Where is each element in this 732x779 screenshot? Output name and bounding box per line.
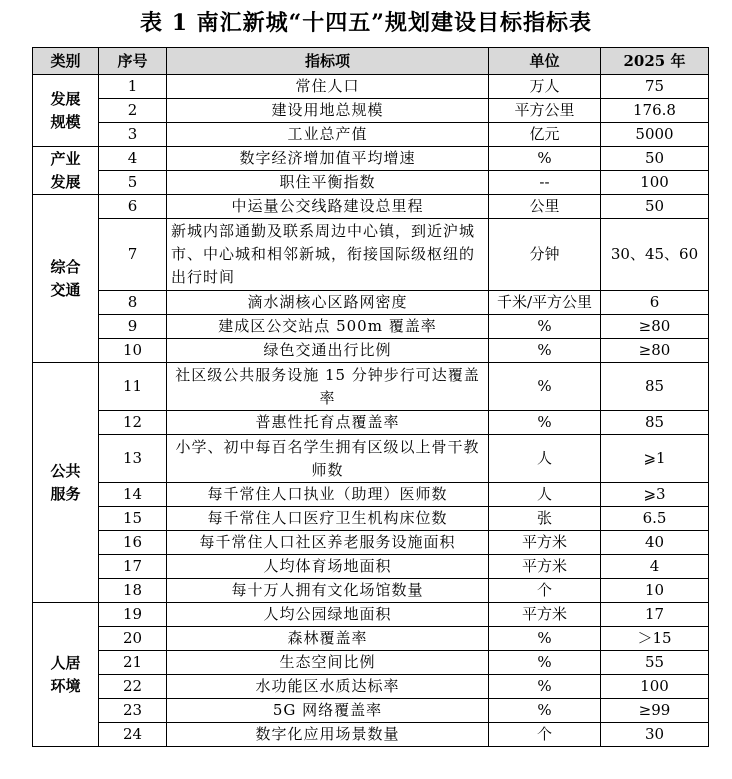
row-value: 40 [601, 531, 709, 555]
table-row [33, 723, 709, 747]
row-unit: % [489, 651, 601, 675]
table-row [33, 627, 709, 651]
row-value: ≥80 [601, 315, 709, 339]
category-cell: 发展 规模 [33, 75, 99, 147]
row-indicator: 数字化应用场景数量 [167, 723, 489, 747]
table-row [33, 75, 709, 99]
row-unit: 千米/平方公里 [489, 291, 601, 315]
row-indicator: 森林覆盖率 [167, 627, 489, 651]
header-number: 序号 [99, 48, 167, 75]
row-unit: 分钟 [489, 219, 601, 291]
row-value: 75 [601, 75, 709, 99]
row-value: 30 [601, 723, 709, 747]
row-number: 21 [99, 651, 167, 675]
row-number: 15 [99, 507, 167, 531]
row-indicator: 职住平衡指数 [167, 171, 489, 195]
row-unit: % [489, 363, 601, 411]
row-indicator: 5G 网络覆盖率 [167, 699, 489, 723]
row-number: 6 [99, 195, 167, 219]
row-value: 176.8 [601, 99, 709, 123]
row-unit: % [489, 147, 601, 171]
row-unit: 人 [489, 435, 601, 483]
row-value: 4 [601, 555, 709, 579]
table-row [33, 339, 709, 363]
row-unit: 张 [489, 507, 601, 531]
table-row [33, 579, 709, 603]
row-unit: 亿元 [489, 123, 601, 147]
row-number: 1 [99, 75, 167, 99]
row-value: 100 [601, 675, 709, 699]
row-number: 16 [99, 531, 167, 555]
row-value: 6.5 [601, 507, 709, 531]
table-title: 表 1 南汇新城“十四五”规划建设目标指标表 [140, 10, 592, 36]
table-row [33, 483, 709, 507]
category-cell: 综合 交通 [33, 195, 99, 363]
row-number: 8 [99, 291, 167, 315]
table-row [33, 435, 709, 483]
row-value: 10 [601, 579, 709, 603]
row-indicator: 水功能区水质达标率 [167, 675, 489, 699]
row-indicator: 小学、初中每百名学生拥有区级以上骨干教师数 [167, 435, 489, 483]
row-indicator: 每千常住人口医疗卫生机构床位数 [167, 507, 489, 531]
row-indicator: 绿色交通出行比例 [167, 339, 489, 363]
table-row [33, 219, 709, 291]
row-value: ≥80 [601, 339, 709, 363]
row-number: 2 [99, 99, 167, 123]
row-unit: % [489, 339, 601, 363]
row-unit: % [489, 627, 601, 651]
table-row [33, 507, 709, 531]
row-unit: -- [489, 171, 601, 195]
row-value: 55 [601, 651, 709, 675]
row-unit: % [489, 699, 601, 723]
row-number: 14 [99, 483, 167, 507]
row-unit: 万人 [489, 75, 601, 99]
row-value: ＞15 [601, 627, 709, 651]
row-unit: 平方米 [489, 531, 601, 555]
row-unit: 平方公里 [489, 99, 601, 123]
table-row [33, 699, 709, 723]
row-value: 6 [601, 291, 709, 315]
row-number: 11 [99, 363, 167, 411]
indicator-table [32, 47, 709, 747]
row-number: 7 [99, 219, 167, 291]
row-value: 50 [601, 147, 709, 171]
table-row [33, 603, 709, 627]
category-cell: 人居 环境 [33, 603, 99, 747]
row-indicator: 建设用地总规模 [167, 99, 489, 123]
row-value: ⩾1 [601, 435, 709, 483]
row-unit: % [489, 675, 601, 699]
row-value: ⩾3 [601, 483, 709, 507]
row-number: 9 [99, 315, 167, 339]
row-number: 18 [99, 579, 167, 603]
header-category: 类别 [33, 48, 99, 75]
header-target: 2025 年 [601, 48, 709, 75]
table-row [33, 531, 709, 555]
header-indicator: 指标项 [167, 48, 489, 75]
row-indicator: 数字经济增加值平均增速 [167, 147, 489, 171]
row-number: 19 [99, 603, 167, 627]
row-indicator: 社区级公共服务设施 15 分钟步行可达覆盖率 [167, 363, 489, 411]
row-indicator: 建成区公交站点 500m 覆盖率 [167, 315, 489, 339]
table-row [33, 171, 709, 195]
table-row [33, 123, 709, 147]
table-row [33, 147, 709, 171]
row-indicator: 每千常住人口执业（助理）医师数 [167, 483, 489, 507]
table-row [33, 291, 709, 315]
row-unit: 个 [489, 723, 601, 747]
row-value: 50 [601, 195, 709, 219]
row-number: 3 [99, 123, 167, 147]
row-value: 100 [601, 171, 709, 195]
row-number: 5 [99, 171, 167, 195]
row-value: 5000 [601, 123, 709, 147]
row-indicator: 常住人口 [167, 75, 489, 99]
row-unit: 公里 [489, 195, 601, 219]
row-indicator: 每十万人拥有文化场馆数量 [167, 579, 489, 603]
table-row [33, 411, 709, 435]
row-value: 85 [601, 411, 709, 435]
row-value: 30、45、60 [601, 219, 709, 291]
category-cell: 产业 发展 [33, 147, 99, 195]
row-number: 13 [99, 435, 167, 483]
row-indicator: 人均体育场地面积 [167, 555, 489, 579]
row-unit: 平方米 [489, 603, 601, 627]
table-header-row [33, 48, 709, 75]
row-value: 85 [601, 363, 709, 411]
row-number: 23 [99, 699, 167, 723]
row-unit: % [489, 411, 601, 435]
table-row [33, 363, 709, 411]
row-indicator: 工业总产值 [167, 123, 489, 147]
row-number: 10 [99, 339, 167, 363]
table-row [33, 315, 709, 339]
row-indicator: 每千常住人口社区养老服务设施面积 [167, 531, 489, 555]
category-cell: 公共 服务 [33, 363, 99, 603]
header-unit: 单位 [489, 48, 601, 75]
table-row [33, 195, 709, 219]
row-indicator: 中运量公交线路建设总里程 [167, 195, 489, 219]
row-indicator: 人均公园绿地面积 [167, 603, 489, 627]
table-row [33, 99, 709, 123]
row-unit: % [489, 315, 601, 339]
table-row [33, 555, 709, 579]
table-row [33, 675, 709, 699]
row-indicator: 生态空间比例 [167, 651, 489, 675]
row-number: 12 [99, 411, 167, 435]
row-number: 4 [99, 147, 167, 171]
row-unit: 平方米 [489, 555, 601, 579]
row-value: ≥99 [601, 699, 709, 723]
table-row [33, 651, 709, 675]
row-number: 20 [99, 627, 167, 651]
row-number: 24 [99, 723, 167, 747]
row-indicator: 滴水湖核心区路网密度 [167, 291, 489, 315]
row-number: 22 [99, 675, 167, 699]
row-unit: 人 [489, 483, 601, 507]
row-indicator: 新城内部通勤及联系周边中心镇，到近沪城市、中心城和相邻新城，衔接国际级枢纽的出行时间 [167, 219, 489, 291]
row-value: 17 [601, 603, 709, 627]
row-indicator: 普惠性托育点覆盖率 [167, 411, 489, 435]
row-number: 17 [99, 555, 167, 579]
row-unit: 个 [489, 579, 601, 603]
